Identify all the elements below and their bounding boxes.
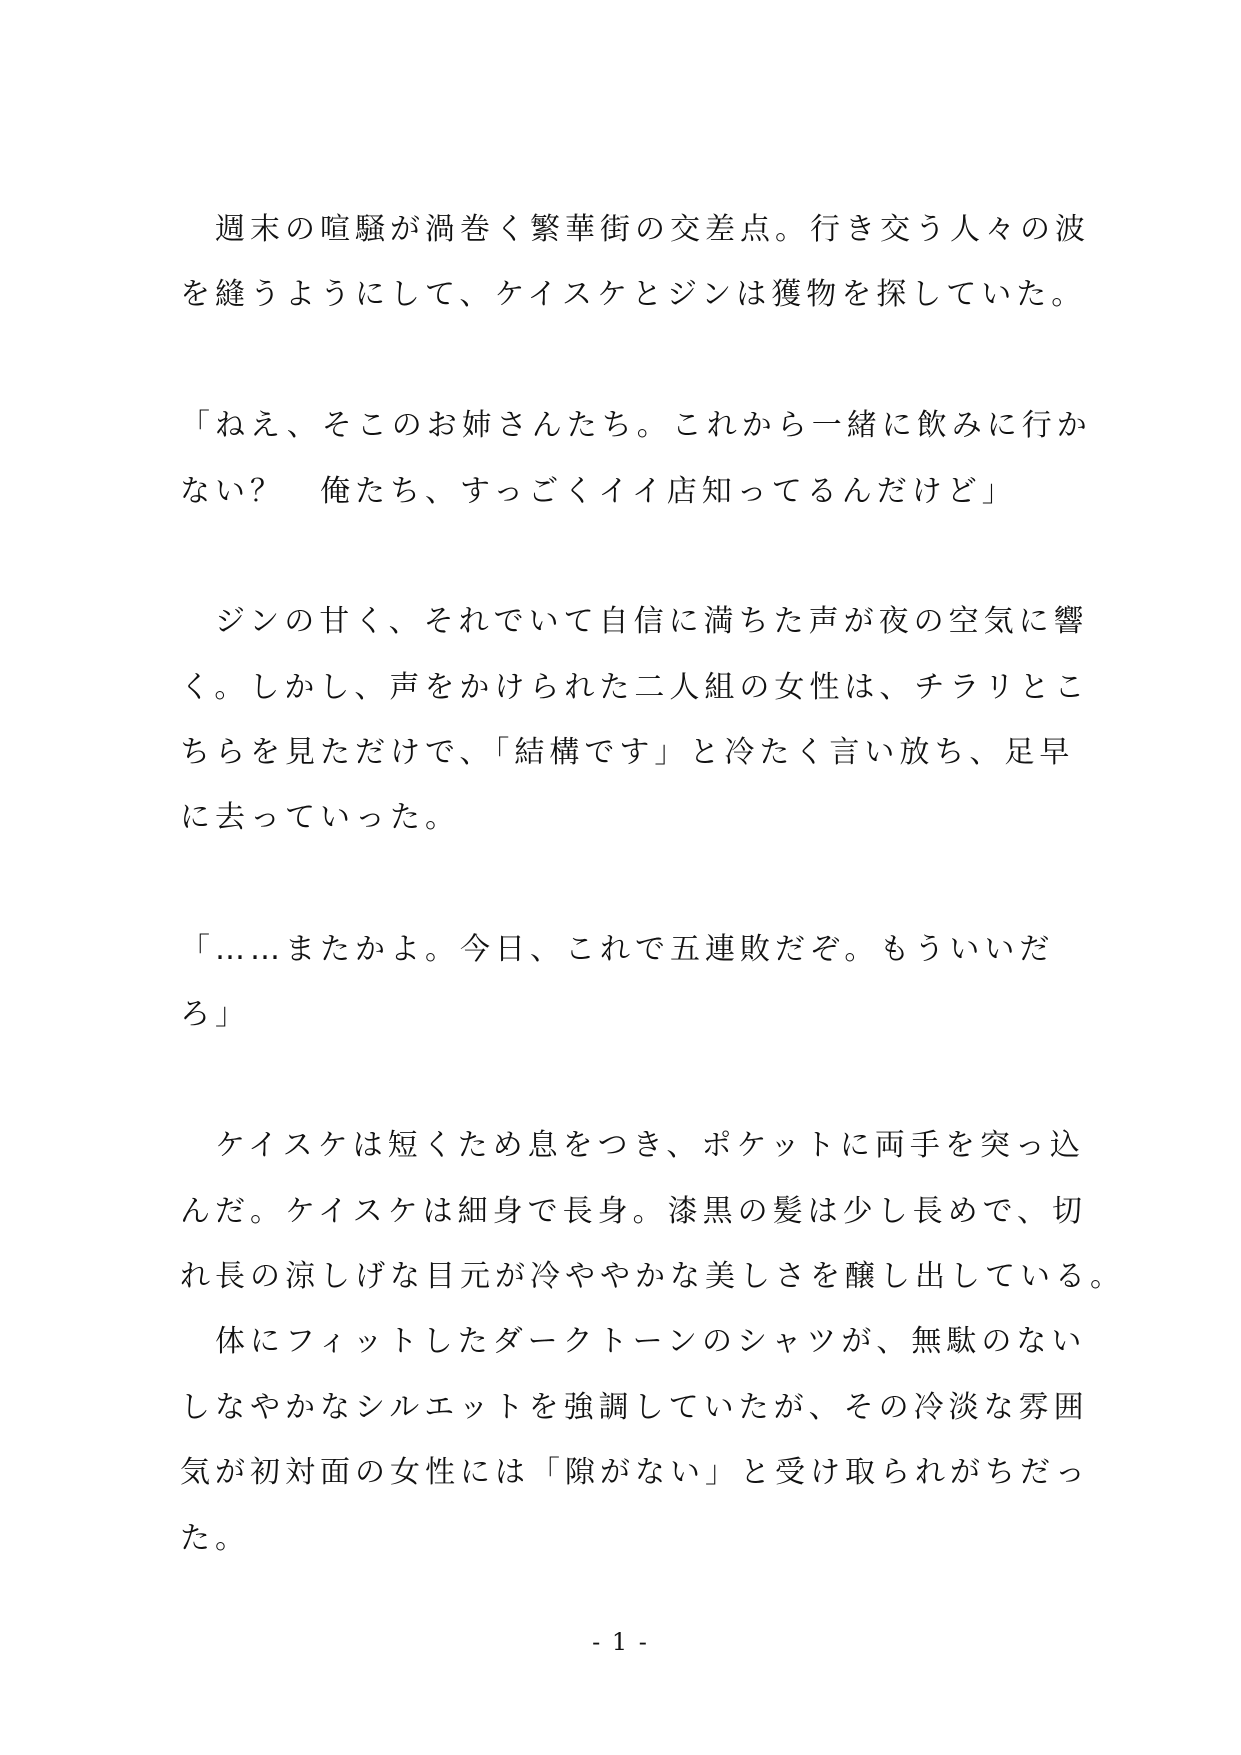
text-line: に去っていった。 xyxy=(180,800,460,835)
text-line: く。しかし、声をかけられた二人組の女性は、チラリとこ xyxy=(180,670,1090,705)
text-line: ちらを見ただけで、「結構です」と冷たく言い放ち、足早 xyxy=(180,735,1075,770)
text-line: 気が初対面の女性には「隙がない」と受け取られがちだっ xyxy=(180,1455,1090,1490)
text-line: た。 xyxy=(180,1521,250,1556)
text-line: れ長の涼しげな目元が冷ややかな美しさを醸し出している。 xyxy=(180,1259,1125,1294)
text-line: ない？ 俺たち、すっごくイイ店知ってるんだけど」 xyxy=(180,474,1017,509)
text-line: ジンの甘く、それでいて自信に満ちた声が夜の空気に響 xyxy=(180,604,1089,639)
text-line: 週末の喧騒が渦巻く繁華街の交差点。行き交う人々の波 xyxy=(180,212,1090,247)
text-line: んだ。ケイスケは細身で長身。漆黒の髪は少し長めで、切 xyxy=(180,1194,1087,1229)
text-line: 体にフィットしたダークトーンのシャツが、無駄のない xyxy=(180,1324,1087,1359)
text-line: を縫うようにして、ケイスケとジンは獲物を探していた。 xyxy=(180,277,1087,312)
text-line: 「……またかよ。今日、これで五連敗だぞ。もういいだ xyxy=(180,932,1055,967)
page-number: - 1 - xyxy=(592,1628,649,1656)
text-line: しなやかなシルエットを強調していたが、その冷淡な雰囲 xyxy=(180,1390,1089,1425)
text-line: 「ねえ、そこのお姉さんたち。これから一緒に飲みに行か xyxy=(180,408,1092,443)
text-line: ケイスケは短くため息をつき、ポケットに両手を突っ込 xyxy=(180,1128,1085,1163)
text-line: ろ」 xyxy=(180,997,250,1032)
